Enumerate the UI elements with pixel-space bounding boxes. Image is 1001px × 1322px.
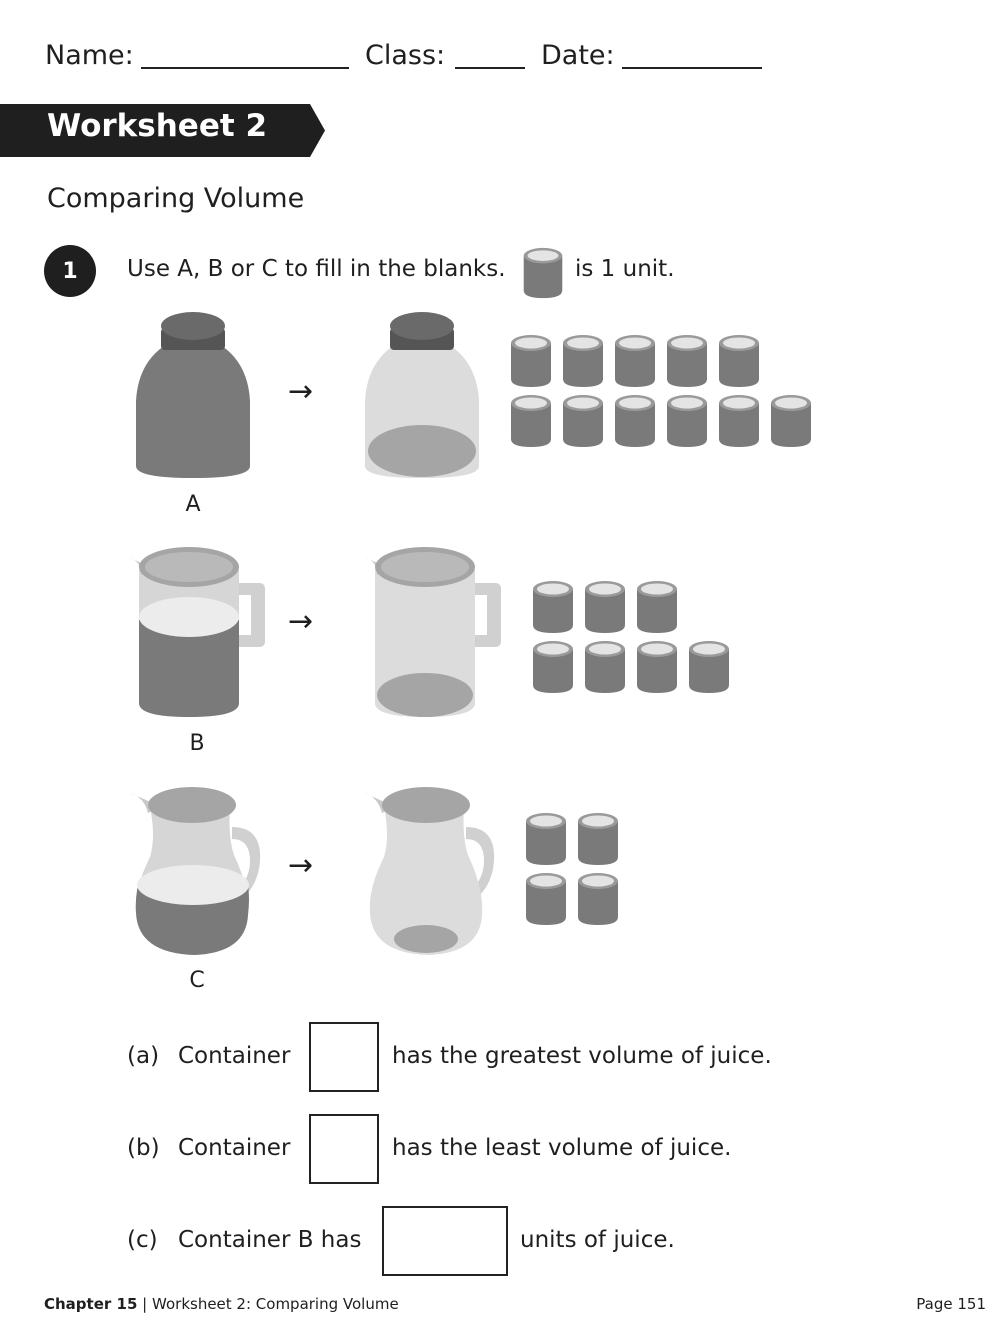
unit-cup-icon <box>576 871 620 927</box>
unit-cup-icon <box>509 393 553 449</box>
question-instruction: Use A, B or C to fill in the blanks. <box>127 256 506 282</box>
arrow-a-icon: → <box>288 374 314 409</box>
part-c-label: (c) <box>127 1227 158 1253</box>
container-label-a: A <box>185 492 201 517</box>
pitcher-full-icon <box>128 785 264 960</box>
unit-cup-icon <box>635 579 679 635</box>
unit-cup-icon <box>531 579 575 635</box>
part-c-before-text: Container B has <box>178 1227 362 1253</box>
part-b-label: (b) <box>127 1135 160 1161</box>
unit-cup-icon <box>576 811 620 867</box>
unit-cup-icon <box>524 811 568 867</box>
unit-cup-icon <box>531 639 575 695</box>
unit-cup-icon <box>769 393 813 449</box>
unit-cup-icon <box>521 246 565 300</box>
container-label-b: B <box>189 731 205 756</box>
jug-empty-icon <box>363 545 503 720</box>
date-label: Date: <box>541 40 615 71</box>
part-c-after-text: units of juice. <box>520 1227 675 1253</box>
unit-cup-icon <box>524 871 568 927</box>
unit-cup-icon <box>717 393 761 449</box>
worksheet-title: Worksheet 2 <box>47 108 268 144</box>
footer-page-number: Page 151 <box>916 1295 986 1313</box>
unit-cup-icon <box>665 333 709 389</box>
arrow-c-icon: → <box>288 848 314 883</box>
jug-full-icon <box>127 545 267 720</box>
question-number-badge: 1 <box>44 245 96 297</box>
unit-cup-icon <box>561 393 605 449</box>
class-label: Class: <box>365 40 446 71</box>
part-a-before-text: Container <box>178 1043 291 1069</box>
unit-cup-icon <box>583 639 627 695</box>
arrow-b-icon: → <box>288 604 314 639</box>
unit-cup-icon <box>561 333 605 389</box>
class-field[interactable] <box>455 67 525 69</box>
date-field[interactable] <box>622 67 762 69</box>
part-b-before-text: Container <box>178 1135 291 1161</box>
pitcher-empty-icon <box>362 785 498 960</box>
footer-worksheet: Worksheet 2: Comparing Volume <box>152 1295 399 1313</box>
part-b-answer-box[interactable] <box>309 1114 379 1184</box>
footer-chapter: Chapter 15 <box>44 1295 138 1313</box>
part-a-after-text: has the greatest volume of juice. <box>392 1043 772 1069</box>
unit-cup-icon <box>665 393 709 449</box>
bottle-empty-icon <box>363 306 481 481</box>
part-b-after-text: has the least volume of juice. <box>392 1135 732 1161</box>
part-a-label: (a) <box>127 1043 160 1069</box>
container-label-c: C <box>189 968 205 993</box>
unit-cup-icon <box>613 333 657 389</box>
unit-cup-icon <box>583 579 627 635</box>
footer-separator: | <box>142 1295 148 1313</box>
part-c-answer-box[interactable] <box>382 1206 508 1276</box>
unit-text: is 1 unit. <box>575 256 675 282</box>
page-subtitle: Comparing Volume <box>47 183 305 214</box>
unit-cup-icon <box>613 393 657 449</box>
bottle-full-icon <box>134 306 252 481</box>
unit-cup-icon <box>509 333 553 389</box>
name-label: Name: <box>45 40 134 71</box>
part-a-answer-box[interactable] <box>309 1022 379 1092</box>
footer-chapter-info <box>44 1295 399 1313</box>
name-field[interactable] <box>141 67 349 69</box>
unit-cup-icon <box>717 333 761 389</box>
unit-cup-icon <box>687 639 731 695</box>
unit-cup-icon <box>635 639 679 695</box>
